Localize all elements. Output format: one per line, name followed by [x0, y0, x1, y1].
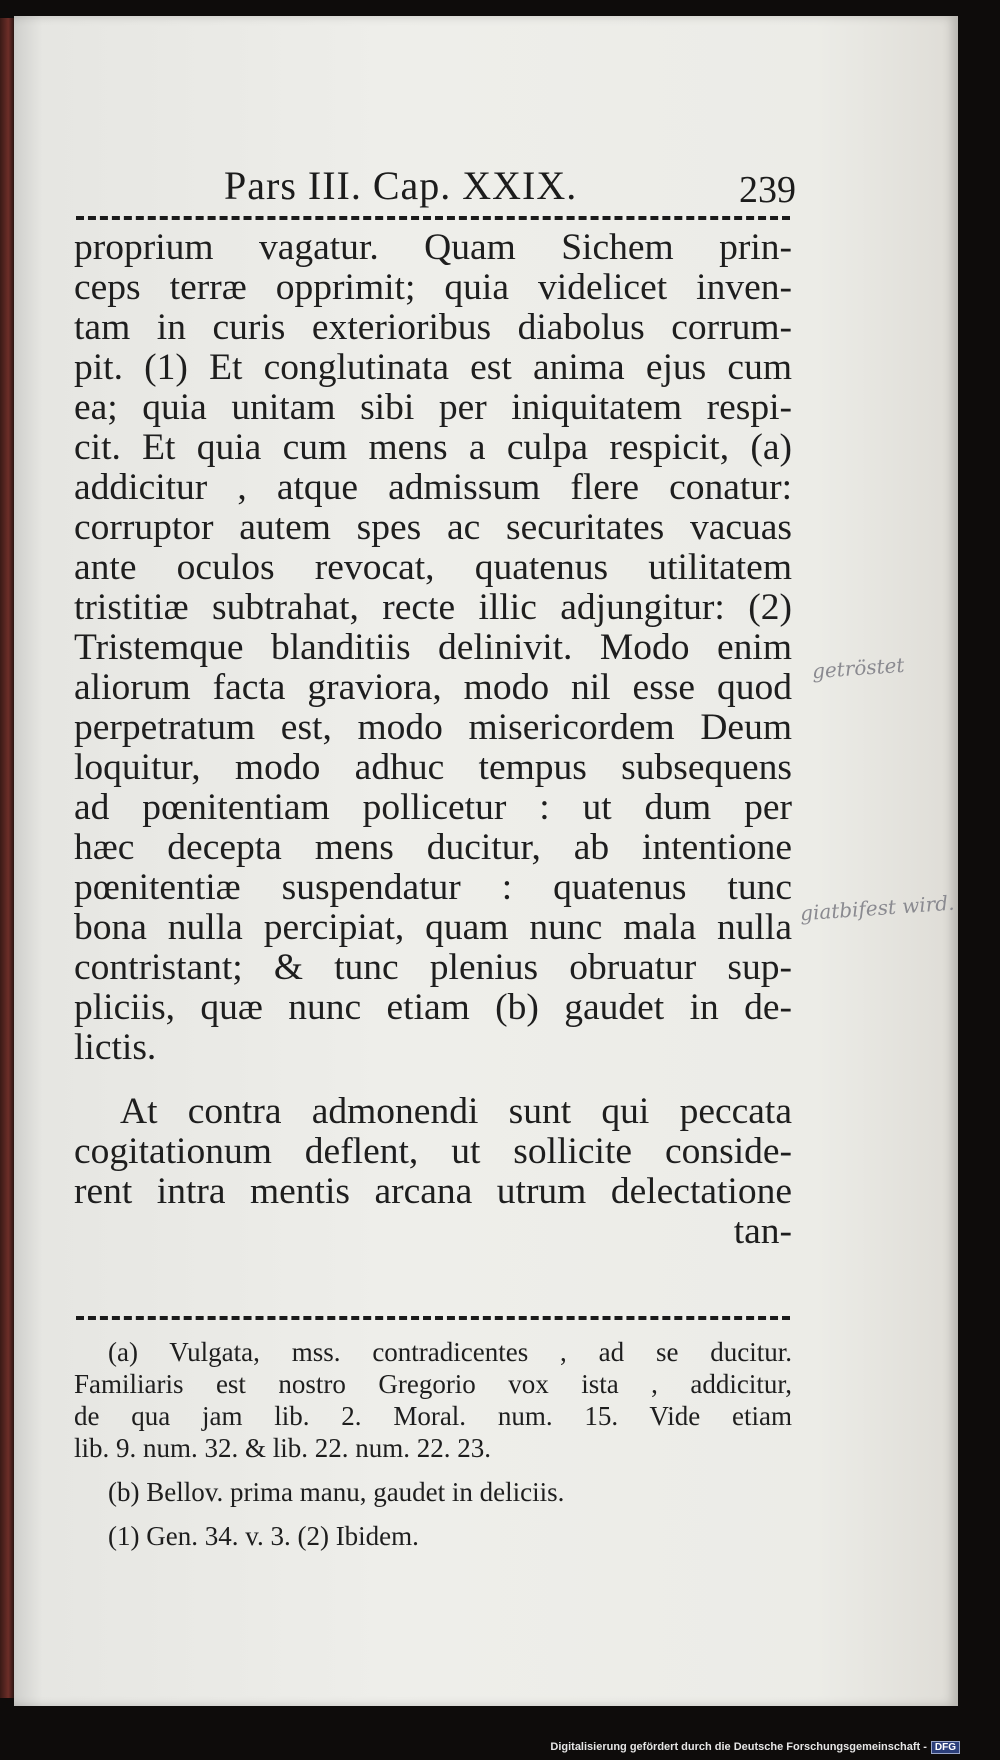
body-text [74, 228, 792, 1252]
book-page [14, 16, 958, 1706]
text-line: ante oculos revocat, quatenus utilitatem [74, 548, 792, 588]
text-line: pœnitentiæ suspendatur : quatenus tunc [74, 868, 792, 908]
footnote-line: lib. 9. num. 32. & lib. 22. num. 22. 23. [74, 1433, 492, 1463]
text-line: ad pœnitentiam pollicetur : ut dum per [74, 788, 792, 828]
text-line: pliciis, quæ nunc etiam (b) gaudet in de- [74, 988, 792, 1028]
header-rule [76, 216, 790, 220]
dfg-logo: DFG [931, 1741, 960, 1754]
text-line: addicitur , atque admissum flere conatur: [74, 468, 792, 508]
text-line: corruptor autem spes ac securitates vacuas [74, 508, 792, 548]
marginal-note-handwritten: getröstet [811, 652, 906, 684]
text-line: hæc decepta mens ducitur, ab intentione [74, 828, 792, 868]
credit-text: Digitalisierung gefördert durch die Deutsche Forschungsgemeinschaft - [550, 1741, 927, 1753]
footnote-line: (a) Vulgata, mss. contradicentes , ad se ducitur. [108, 1337, 792, 1367]
text-line: aliorum facta graviora, modo nil esse quod [74, 668, 792, 708]
footnote-line: de qua jam lib. 2. Moral. num. 15. Vide etiam [74, 1401, 792, 1431]
marginal-note-handwritten: giatbifest wird. [799, 890, 956, 926]
text-line: lictis. [74, 1028, 157, 1068]
text-line: contristant; & tunc plenius obruatur sup- [74, 948, 792, 988]
text-line: tristitiæ subtrahat, recte illic adjungitur: (2) [74, 588, 792, 628]
text-line: pit. (1) Et conglutinata est anima ejus cum [74, 348, 792, 388]
text-line: tan- [733, 1212, 792, 1252]
text-line: loquitur, modo adhuc tempus subsequens [74, 748, 792, 788]
footnotes [74, 1336, 792, 1552]
page-number: 239 [739, 169, 796, 211]
footnote-rule [76, 1316, 790, 1320]
digitization-credit [550, 1741, 960, 1754]
text-line: cogitationum deflent, ut sollicite conside- [74, 1132, 792, 1172]
text-line: ceps terræ opprimit; quia videlicet inven- [74, 268, 792, 308]
text-line: rent intra mentis arcana utrum delectatione [74, 1172, 792, 1212]
text-line: proprium vagatur. Quam Sichem prin- [74, 228, 792, 268]
text-line: tam in curis exterioribus diabolus corrum- [74, 308, 792, 348]
running-head [74, 162, 796, 211]
book-spine-edge [0, 18, 14, 1698]
footnote-line: (1) Gen. 34. v. 3. (2) Ibidem. [108, 1521, 419, 1551]
text-line: ea; quia unitam sibi per iniquitatem respi- [74, 388, 792, 428]
text-line: perpetratum est, modo misericordem Deum [74, 708, 792, 748]
footnote-line: Familiaris est nostro Gregorio vox ista , addicitur, [74, 1369, 792, 1399]
running-head-title: Pars III. Cap. XXIX. [224, 163, 578, 208]
text-line: bona nulla percipiat, quam nunc mala nulla [74, 908, 792, 948]
text-line: At contra admonendi sunt qui peccata [120, 1092, 792, 1132]
text-line: Tristemque blanditiis delinivit. Modo enim [74, 628, 792, 668]
footnote-line: (b) Bellov. prima manu, gaudet in deliciis. [108, 1477, 565, 1507]
text-line: cit. Et quia cum mens a culpa respicit, (a) [74, 428, 792, 468]
